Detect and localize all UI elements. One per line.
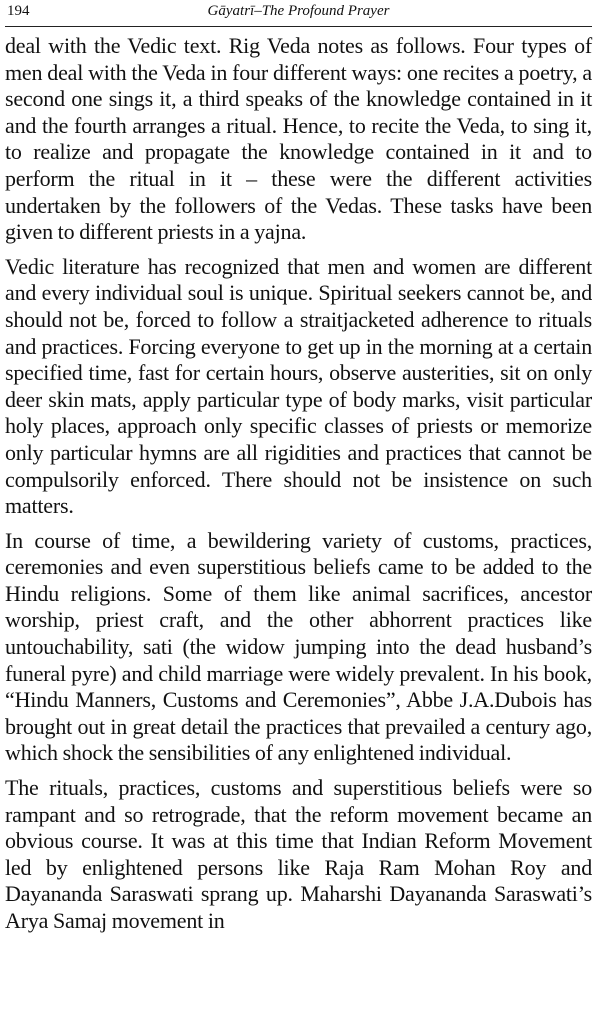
running-title: Gāyatrī–The Profound Prayer: [207, 3, 390, 19]
paragraph-3: In course of time, a bewildering variety of customs, practices, ceremonies and even superstitious beliefs came to be added to the Hindu religions. Some of them like animal sacrifices, ancestor worship, priest craft, and the other abhorrent practices like untouchability, sati (the widow jumping into the dead husband’s funeral pyre) and child marriage were widely prevalent. In his book, “Hindu Manners, Customs and Ceremonies”, Abbe J.A.Dubois has brought out in great detail the practices that prevailed a century ago, which shock the sensibilities of any enlightened individual.: [5, 527, 592, 766]
running-header: [5, 0, 592, 27]
paragraph-4: The rituals, practices, customs and superstitious beliefs were so rampant and so retrograde, that the reform movement became an obvious course. It was at this time that Indian Reform Movement led by enlightened persons like Raja Ram Mohan Roy and Dayananda Saraswati sprang up. Maharshi Dayananda Saraswati’s Arya Samaj movement in: [5, 775, 592, 933]
paragraph-2: Vedic literature has recognized that men and women are different and every individual soul is unique. Spiritual seekers cannot be, and should not be, forced to follow a straitjacketed adherence to rituals and practices. Forcing everyone to get up in the morning at a certain specified time, fast for certain hours, observe austerities, sit on only deer skin mats, apply particular type of body marks, visit particular holy places, approach only specific classes of priests or memorize only particular hymns are all rigidities and practices that cannot be compulsorily enforced. There should not be insistence on such matters.: [5, 253, 592, 519]
paragraph-1: deal with the Vedic text. Rig Veda notes as follows. Four types of men deal with the Veda in four different ways: one recites a poetry, a second one sings it, a third speaks of the knowledge contained in it and the fourth arranges a ritual. Hence, to recite the Veda, to sing it, to realize and propagate the knowledge contained in it and to perform the ritual in it – these were the different activities undertaken by the followers of the Vedas. These tasks have been given to different priests in a yajna.: [5, 33, 592, 245]
body-text: [5, 33, 592, 935]
page-number: 194: [7, 3, 30, 19]
